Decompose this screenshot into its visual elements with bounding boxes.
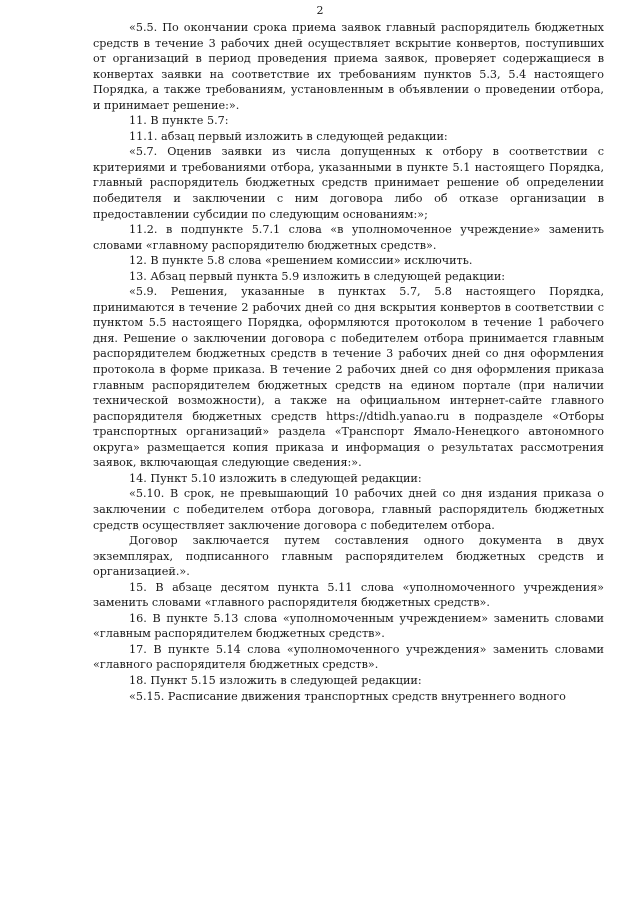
paragraph-5-7: «5.7. Оценив заявки из числа допущенных к отбору в соответствии с критериями и требованиями отбора, указанными в пункте 5.1 настоящего Порядка, главный распорядитель бюджетных средств принимает решение об определении победителя и заключении с ним договора либо об отказе организации в предоставлении субсидии по следующим основаниям:»; xyxy=(93,145,604,221)
paragraph-item-11: 11. В пункте 5.7: xyxy=(129,114,229,128)
document-body xyxy=(93,20,604,704)
paragraph-item-13: 13. Абзац первый пункта 5.9 изложить в следующей редакции: xyxy=(129,269,506,283)
paragraph-item-18: 18. Пункт 5.15 изложить в следующей редакции: xyxy=(129,673,422,687)
paragraph-5-10: «5.10. В срок, не превышающий 10 рабочих дней со дня издания приказа о заключении с победителем отбора договора, главный распорядитель бюджетных средств осуществляет заключение договора с победителем отбора. xyxy=(93,487,604,532)
paragraph-item-12: 12. В пункте 5.8 слова «решением комиссии» исключить. xyxy=(129,254,473,268)
paragraph-item-14: 14. Пункт 5.10 изложить в следующей редакции: xyxy=(129,471,422,485)
paragraph-contract: Договор заключается путем составления одного документа в двух экземплярах, подписанного главным распорядителем бюджетных средств и организацией.». xyxy=(93,534,604,579)
paragraph-item-16: 16. В пункте 5.13 слова «уполномоченным учреждением» заменить словами «главным распорядителем бюджетных средств». xyxy=(93,611,604,641)
paragraph-5-9: «5.9. Решения, указанные в пунктах 5.7, 5.8 настоящего Порядка, принимаются в течение 2 рабочих дней со дня вскрытия конвертов в соответствии с пунктом 5.5 настоящего Порядка, оформляются протоколом в течение 1 рабочего дня. Решение о заключении договора с победителем отбора принимается главным распорядителем бюджетных средств в течение 3 рабочих дней со дня оформления протокола в форме приказа. В течение 2 рабочих дней со дня оформления приказа главным распорядителем бюджетных средств на едином портале (при наличии технической возможности), а также на официальном интернет-сайте главного распорядителя бюджетных средств https://dtidh.yanao.ru в подразделе «Отборы транспортных организаций» раздела «Транспорт Ямало-Ненецкого автономного округа» размещается копия приказа и информация о результатах рассмотрения заявок, включающая следующие сведения:». xyxy=(93,285,604,470)
page-number: 2 xyxy=(316,4,324,17)
paragraph-item-15: 15. В абзаце десятом пункта 5.11 слова «уполномоченного учреждения» заменить словами «главного распорядителя бюджетных средств». xyxy=(93,580,604,610)
paragraph-item-11-1: 11.1. абзац первый изложить в следующей редакции: xyxy=(129,129,448,143)
paragraph-item-11-2: 11.2. в подпункте 5.7.1 слова «в уполномоченное учреждение» заменить словами «главному распорядителю бюджетных средств». xyxy=(93,223,604,252)
paragraph-item-17: 17. В пункте 5.14 слова «уполномоченного учреждения» заменить словами «главного распорядителя бюджетных средств». xyxy=(93,642,604,672)
paragraph-5-15: «5.15. Расписание движения транспортных средств внутреннего водного xyxy=(129,689,566,703)
paragraph-5-5: «5.5. По окончании срока приема заявок главный распорядитель бюджетных средств в течение 3 рабочих дней осуществляет вскрытие конвертов, поступивших от организаций в период проведения приема заявок, проверяет содержащиеся в конвертах заявки на соответствие их требованиям пунктов 5.3, 5.4 настоящего Порядка, а также требованиям, установленным в объявлении о проведении отбора, и принимает решение:». xyxy=(93,21,604,112)
